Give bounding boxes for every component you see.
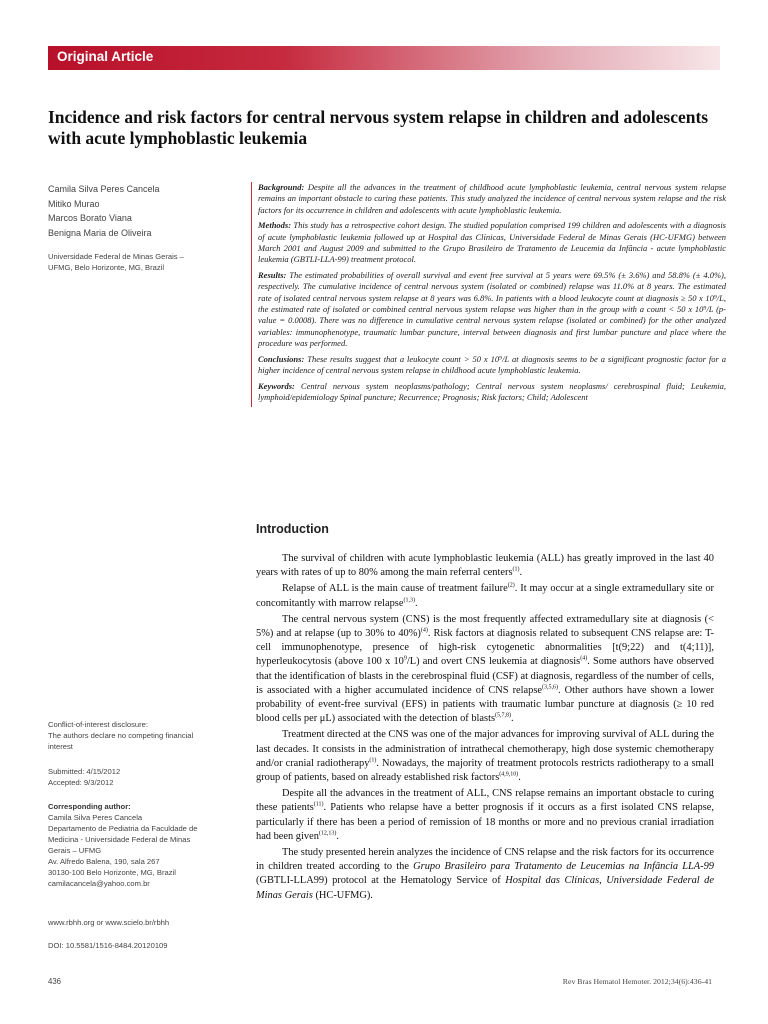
- introduction-heading: Introduction: [256, 522, 329, 536]
- affiliation-line: Universidade Federal de Minas Gerais –: [48, 252, 184, 261]
- article-type-label: Original Article: [57, 49, 154, 64]
- body-text-run: Treatment directed at the CNS was one of the major advances for improving survival of ALL during the last decades. It consists in the administration of intrathecal chemotherapy, high dose systemic chemotherapy and/or cranial radiotherapy: [256, 729, 714, 769]
- body-paragraph: [256, 582, 714, 610]
- citation-ref: (1,3): [403, 597, 415, 604]
- abstract-background-text: Despite all the advances in the treatment of childhood acute lymphoblastic leukemia, central nervous system relapse remains an important obstacle to curing these patients. This study analyzed the incidence of central nervous system relapse and the risk factors for its occurrence in children and adolescents with acute lymphoblastic leukemia.: [258, 182, 726, 215]
- abstract-conclusions-label: Conclusions:: [258, 353, 305, 364]
- body-text-run: .: [519, 567, 523, 579]
- citation-ref: (12,13): [318, 830, 337, 837]
- body-text-run: The survival of children with acute lymphoblastic leukemia (ALL) has greatly improved in the last 40 years with rates of up to 80% among the main referral centers: [256, 553, 714, 579]
- body-text-run: . Other authors have shown a lower probability of event-free survival (EFS) in patients with traumatic lumbar puncture at diagnosis (≥ 10 red blood cells per μL) associated with the detection of blasts: [256, 684, 714, 725]
- abstract-methods: [258, 220, 726, 266]
- body-text-run: The study presented herein analyzes the incidence of CNS relapse and the risk factors for its occurrence in children treated according to the: [256, 847, 714, 873]
- corresponding-author-label: Corresponding author:: [48, 802, 131, 811]
- body-paragraph: [256, 787, 714, 844]
- page-number: 436: [48, 977, 62, 986]
- conflict-disclosure: [48, 719, 248, 752]
- conflict-label: Conflict-of-interest disclosure:: [48, 720, 149, 729]
- abstract-background-label: Background:: [258, 182, 305, 192]
- body-text-run: . Some authors have observed that the identification of blasts in the cerebrospinal fluid (CSF) at diagnosis, regardless of the number of cells, is associated with a higher accumulated incidence of CNS relapse: [256, 656, 714, 696]
- corresponding-author-line: Medicina - Universidade Federal de Minas: [48, 835, 191, 844]
- affiliation-line: UFMG, Belo Horizonte, MG, Brazil: [48, 263, 165, 272]
- author-list: [48, 182, 238, 240]
- body-text-run: .: [414, 597, 418, 609]
- article-title: Incidence and risk factors for central nervous system relapse in children and adolescents with acute lymphoblastic leukemia: [48, 107, 709, 148]
- citation-ref: (3,5,6): [542, 684, 559, 691]
- accepted-date: Accepted: 9/3/2012: [48, 778, 114, 787]
- abstract-keywords: [258, 381, 726, 404]
- body-text-run: (GBTLI-LLA99) protocol at the Hematology Service of: [256, 875, 506, 887]
- body-text-run: . It may occur at a single extramedullary site or concomitantly with marrow relapse: [256, 583, 714, 609]
- conflict-text: The authors declare no competing financial: [48, 731, 194, 740]
- abstract-conclusions-text: These results suggest that a leukocyte count > 50 x 10⁹/L at diagnosis seems to be a significant prognostic factor for a higher incidence of central nervous system relapse in childhood acute lymphoblastic leukemia.: [258, 353, 727, 376]
- body-text-run: . Nowadays, the majority of treatment protocols restricts radiotherapy to a small group of patients, based on already established risk factors: [256, 757, 714, 784]
- corresponding-author: [48, 801, 248, 889]
- abstract-background: [258, 182, 726, 216]
- body-text-run: . Patients who relapse have a better prognosis if it occurs as a first isolated CNS relapse, particularly if there has been a period of remission of 18 months or more and no previous cranial irradiation had been given: [256, 802, 714, 842]
- abstract-results-label: Results:: [258, 269, 287, 280]
- introduction-body: [256, 552, 714, 905]
- abstract-keywords-label: Keywords:: [258, 380, 295, 391]
- citation-ref: (2): [507, 582, 515, 589]
- citation-ref: (4): [580, 655, 588, 662]
- body-text-run: .: [336, 830, 340, 842]
- body-paragraph: [256, 613, 714, 727]
- author-affiliation: [48, 251, 248, 273]
- body-text-run: The central nervous system (CNS) is the most frequently affected extramedullary site at diagnosis (< 5%) and at relapse (up to 30% to 40%): [256, 613, 714, 640]
- corresponding-author-line: Av. Alfredo Balena, 190, sala 267: [48, 857, 160, 866]
- author-name: Benigna Maria de Oliveira: [48, 227, 152, 238]
- body-text-italic: Grupo Brasileiro para Tratamento de Leucemias na Infância LLA-99: [413, 861, 714, 873]
- body-paragraph: [256, 846, 714, 903]
- body-text-italic: Hospital das Clínicas, Universidade Federal de Minas Gerais: [256, 875, 714, 901]
- corresponding-author-line: Gerais – UFMG: [48, 846, 102, 855]
- submission-dates: [48, 766, 248, 788]
- submitted-date: Submitted: 4/15/2012: [48, 767, 121, 776]
- abstract-conclusions: [258, 354, 726, 377]
- citation-ref: (5,7,8): [495, 712, 512, 719]
- body-text-run: Relapse of ALL is the main cause of treatment failure: [282, 583, 508, 595]
- author-name: Camila Silva Peres Cancela: [48, 184, 160, 194]
- article-type-banner: [48, 46, 720, 70]
- body-text-run: .: [511, 713, 514, 725]
- corresponding-author-line: 30130-100 Belo Horizonte, MG, Brazil: [48, 868, 176, 877]
- body-text-run: (HC-UFMG).: [312, 889, 373, 901]
- body-paragraph: [256, 552, 714, 580]
- author-name: Mitiko Murao: [48, 198, 100, 209]
- citation-ref: (4,9,10): [499, 771, 519, 778]
- doi: DOI: 10.5581/1516-8484.20120109: [48, 941, 168, 950]
- abstract-results: [258, 270, 726, 350]
- website-link[interactable]: www.rbhh.org or www.scielo.br/rbhh: [48, 918, 170, 927]
- corresponding-author-email[interactable]: camilacancela@yahoo.com.br: [48, 879, 150, 888]
- abstract-methods-label: Methods:: [258, 220, 292, 231]
- journal-citation: Rev Bras Hematol Hemoter. 2012;34(6):436-41: [562, 977, 712, 986]
- citation-ref: (11): [313, 801, 324, 808]
- abstract-results-text: The estimated probabilities of overall survival and event free survival at 5 years were 69.5% (± 3.6%) and 58.8% (± 4.0%), respectively. The cumulative incidence of central nervous system (isolated or combined) relapse was 11.0% at 8 years. The estimated rate of isolated central nervous system relapse at 8 years was 6.8%. In patients with a blood leukocyte count at diagnosis ≥ 50 x 10⁹/L, the estimated rate of isolated or combined central nervous system relapse was higher than in the group with a count < 50 x 10⁹/L (p-value = 0.0008). There was no difference in cumulative central nervous system relapse (isolated or combined) for the other analyzed variables: immunophenotype, traumatic lumbar puncture, interval between diagnosis and first lumbar puncture and place where the procedure was performed.: [258, 269, 727, 349]
- abstract: [251, 182, 726, 407]
- conflict-text: interest: [48, 742, 73, 751]
- citation-ref: (1): [369, 757, 377, 764]
- corresponding-author-line: Camila Silva Peres Cancela: [48, 813, 143, 822]
- abstract-methods-text: This study has a retrospective cohort design. The studied population comprised 199 children and adolescents with a diagnosis of acute lymphoblastic leukemia followed up at Hospital das Clínicas, Universidade Federal de Minas Gerais (HC-UFMG) between March 2001 and August 2009 and submitted to the Grupo Brasileiro de Tratamento de Leucemia da Infância - acute lymphoblastic leukemia (GBTLI-LLA-99) treatment protocol.: [258, 220, 726, 265]
- exponent: 9: [403, 655, 407, 662]
- abstract-keywords-text: Central nervous system neoplasms/pathology; Central nervous system neoplasms/ cerebrospinal fluid; Leukemia, lymphoid/epidemiology Spinal puncture; Recurrence; Prognosis; Risk factors; Child; Adolescent: [258, 380, 727, 402]
- body-paragraph: [256, 728, 714, 785]
- body-text-run: /L) and overt CNS leukemia at diagnosis: [406, 656, 581, 668]
- citation-ref: (4): [420, 627, 428, 634]
- citation-ref: (1): [512, 566, 520, 573]
- author-name: Marcos Borato Viana: [48, 213, 132, 223]
- corresponding-author-line: Departamento de Pediatria da Faculdade de: [48, 824, 198, 833]
- body-text-run: . Risk factors at diagnosis related to subsequent CNS relapse are: T-cell immunophenotype, presence of high-risk cytogenetic abnormalities [t(9;22) and t(4;11)], hyperleukocytosis (above 100 x 10: [256, 628, 714, 668]
- body-text-run: .: [518, 772, 521, 784]
- body-text-run: Despite all the advances in the treatment of ALL, CNS relapse remains an important obstacle to curing these patients: [256, 788, 714, 814]
